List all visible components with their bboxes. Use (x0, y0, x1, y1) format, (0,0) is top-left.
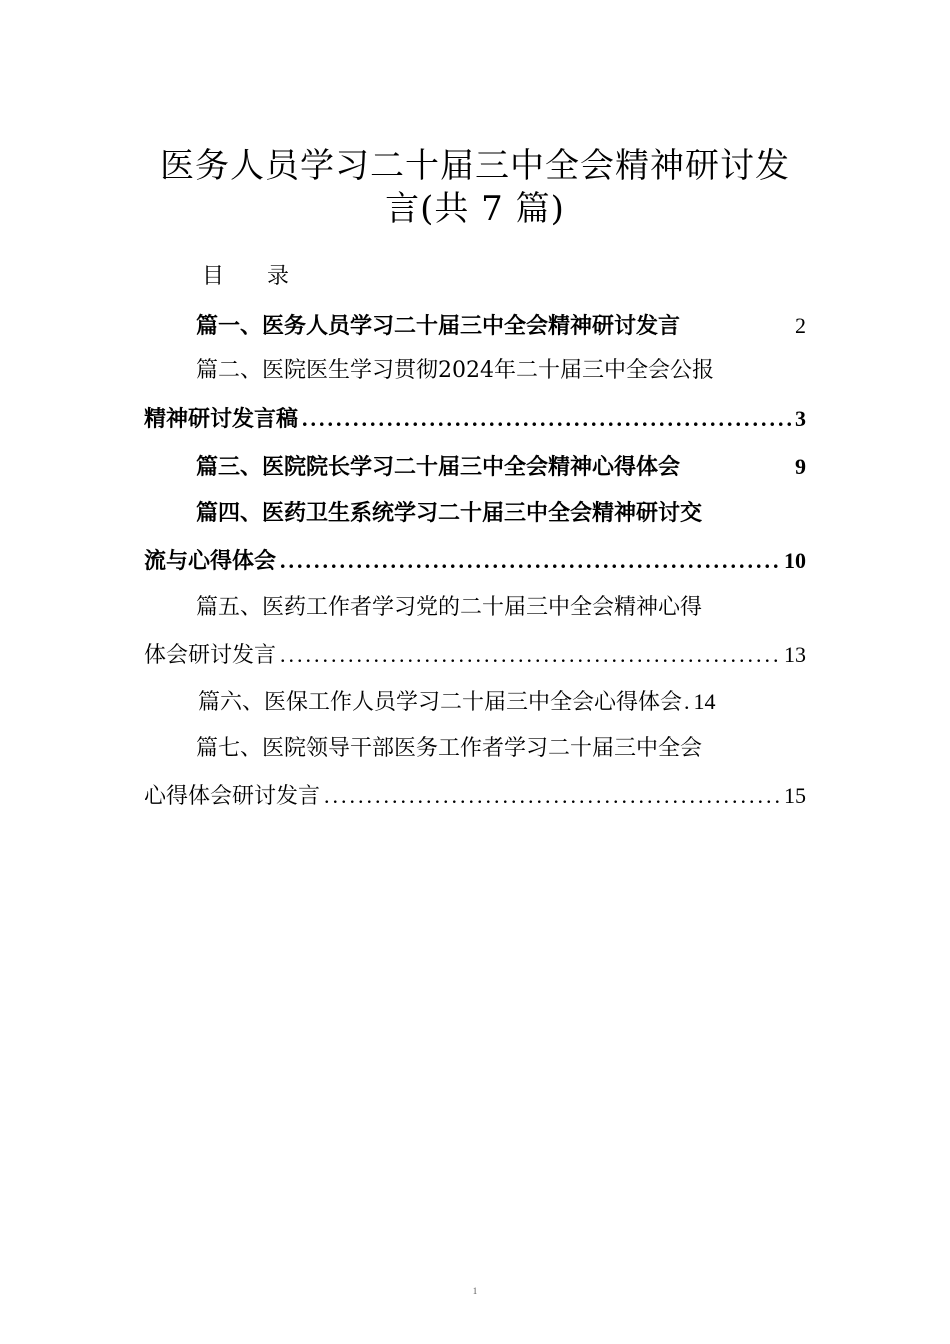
toc-entry-1-text: 篇一、医务人员学习二十届三中全会精神研讨发言 (196, 314, 681, 339)
toc-entry-5-line-2[interactable] (144, 639, 806, 672)
footer-page-number: 1 (472, 1286, 478, 1296)
toc-heading: 目 录 (202, 264, 307, 289)
toc-entry-2-line-1[interactable] (196, 355, 714, 387)
document-title-line-1: 医务人员学习二十届三中全会精神研讨发 (160, 146, 790, 186)
document-title-line-2: 言(共 7 篇) (385, 189, 565, 229)
toc-entry-4-text-2: 流与心得体会 (144, 549, 277, 574)
toc-entry-2-page: 3 (795, 406, 806, 431)
toc-entry-5-page: 13 (784, 642, 806, 667)
toc-entry-5-text-1: 篇五、医药工作者学习党的二十届三中全会精神心得 (196, 595, 703, 620)
toc-entry-5-text-2: 体会研讨发言 (144, 643, 277, 668)
toc-entry-1[interactable] (196, 310, 806, 343)
toc-entry-2-line-2[interactable] (144, 403, 806, 436)
toc-entry-2-leader (302, 403, 791, 435)
toc-entry-3-page: 9 (795, 454, 806, 479)
toc-entry-6[interactable] (198, 686, 808, 719)
toc-entry-7-line-1[interactable] (196, 733, 702, 765)
toc-entry-5-leader (280, 639, 780, 671)
toc-entry-7-line-2[interactable] (144, 780, 806, 813)
toc-entry-7-leader (324, 780, 780, 812)
toc-entry-3[interactable] (196, 451, 806, 484)
toc-entry-2-text-1: 篇二、医院医生学习贯彻2024年二十届三中全会公报 (196, 358, 714, 383)
toc-entry-6-leader: . (684, 689, 690, 714)
toc-entry-4-text-1: 篇四、医药卫生系统学习二十届三中全会精神研讨交 (196, 501, 703, 526)
toc-entry-2-text-2: 精神研讨发言稿 (144, 407, 299, 432)
toc-entry-6-page: 14 (693, 689, 716, 714)
toc-entry-3-text: 篇三、医院院长学习二十届三中全会精神心得体会 (196, 455, 681, 480)
toc-entry-4-leader (280, 545, 780, 577)
toc-entry-6-text: 篇六、医保工作人员学习二十届三中全会心得体会 (198, 690, 683, 715)
toc-entry-1-page: 2 (795, 313, 806, 338)
toc-entry-7-page: 15 (784, 783, 806, 808)
toc-entry-4-line-2[interactable] (144, 545, 806, 578)
toc-entry-4-page: 10 (784, 548, 806, 573)
toc-entry-5-line-1[interactable] (196, 592, 702, 624)
toc-entry-7-text-2: 心得体会研讨发言 (144, 784, 321, 809)
toc-entry-4-line-1[interactable] (196, 498, 702, 530)
toc-entry-7-text-1: 篇七、医院领导干部医务工作者学习二十届三中全会 (196, 736, 703, 761)
